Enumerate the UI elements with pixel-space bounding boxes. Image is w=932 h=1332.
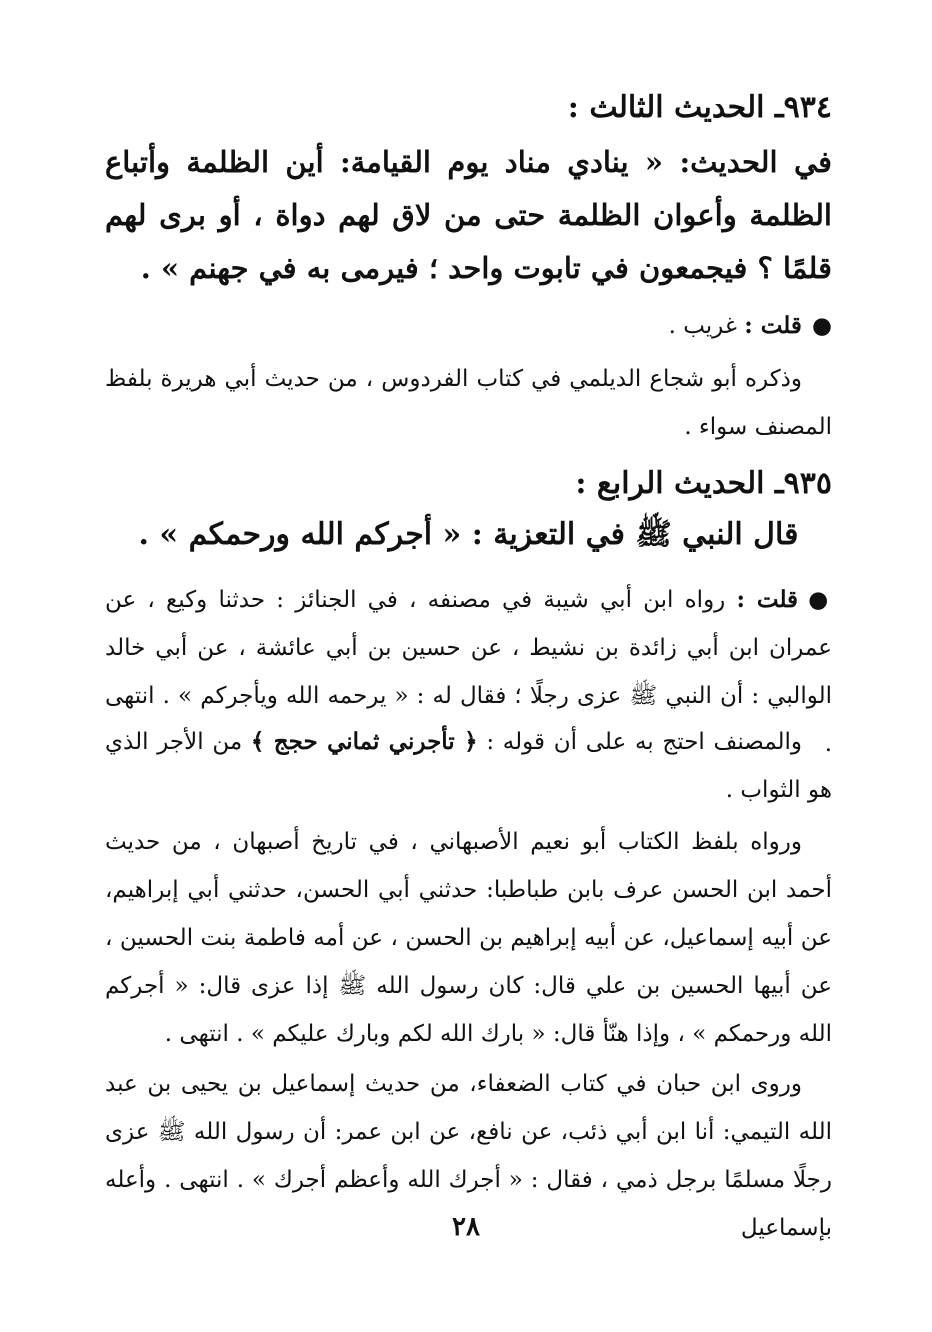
bullet-icon: ● xyxy=(811,312,832,339)
quran-quote: ﴿ تأجرني ثماني حجج ﴾ xyxy=(250,728,478,755)
abu-nuaym-text: ورواه بلفظ الكتاب أبو نعيم الأصبهاني ، في تاريخ أصبهان ، من حديث أحمد ابن الحسن عرف بابن طباطبا: حدثني أبي الحسن، حدثني أبي إبراهيم، عن أبيه إسماعيل، عن أبيه إبراهيم بن الحسن ، عن أمه فاطمة بنت الحسين ، عن أبيها الحسين بن علي قال: كان رسول الله ﷺ إذا عزى قال: « أجركم الله ورحمكم » ، وإذا هنّأ قال: « بارك الله لكم وبارك عليكم » . انتهى . xyxy=(105,829,832,1047)
hadith-935-abu-nuaym xyxy=(105,818,832,1058)
hadith-935-musannif xyxy=(105,718,832,814)
qult-text: غريب . xyxy=(668,313,737,339)
qult-label: قلت : xyxy=(736,586,799,613)
hadith-934-text: في الحديث: « ينادي مناد يوم القيامة: أين الظلمة وأتباع الظلمة وأعوان الظلمة حتى من لاق لهم دواة ، أو برى لهم قلمًا ؟ فيجمعون في تابوت واحد ؛ فيرمى به في جهنم » . xyxy=(105,145,832,285)
qult-label: قلت : xyxy=(744,312,802,339)
ibn-hibban-text: وروى ابن حبان في كتاب الضعفاء، من حديث إسماعيل بن يحيى بن عبد الله التيمي: أنا ابن أبي ذئب، عن نافع، عن ابن عمر: أن رسول الله ﷺ عزى رجلًا مسلمًا برجل ذمي ، فقال : « أجرك الله وأعظم أجرك » . انتهى . وأعله بإسماعيل xyxy=(105,1071,832,1241)
hadith-934-dhakarahu xyxy=(105,355,832,451)
hadith-935-text: قال النبي ﷺ في التعزية : « أجركم الله ورحمكم » . xyxy=(138,517,799,552)
bullet-icon: ● xyxy=(808,586,833,613)
musannif-text-b: من الأجر الذي هو الثواب . xyxy=(105,729,832,803)
musannif-text-a: والمصنف احتج به على أن قوله : xyxy=(486,729,803,755)
hadith-934-heading: ٩٣٤ـ الحديث الثالث : xyxy=(567,90,832,125)
qult-text: رواه ابن أبي شيبة في مصنفه ، في الجنائز : حدثنا وكيع ، عن عمران ابن أبي زائدة بن نشيط ، عن حسين بن أبي عائشة ، عن أبي خالد الوالبي : أن النبي ﷺ عزى رجلًا ؛ فقال له : « يرحمه الله ويأجركم » . انتهى . xyxy=(105,587,832,757)
page-number: ٢٨ xyxy=(452,1212,480,1242)
hadith-935-heading: ٩٣٥ـ الحديث الرابع : xyxy=(575,466,832,501)
hadith-934-qult xyxy=(105,302,832,350)
dhakarahu-text: وذكره أبو شجاع الديلمي في كتاب الفردوس ، من حديث أبي هريرة بلفظ المصنف سواء . xyxy=(105,366,832,440)
